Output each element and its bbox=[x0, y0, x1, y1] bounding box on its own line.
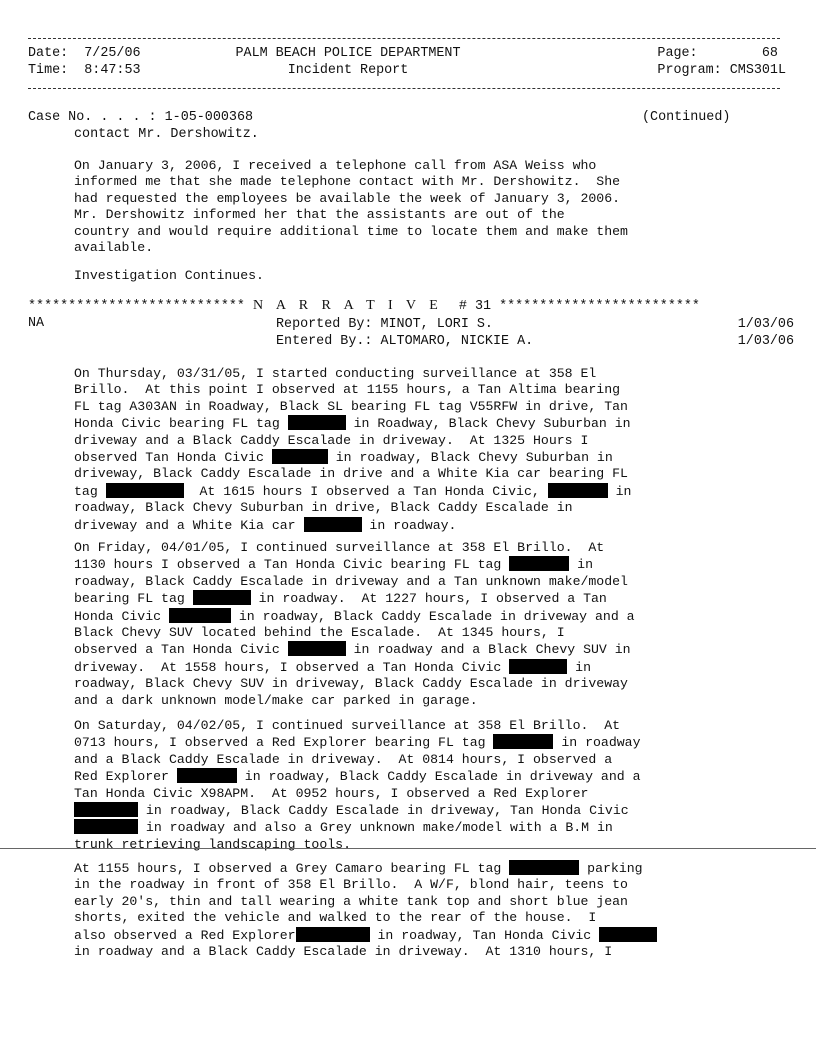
case-label: Case No. . . . : bbox=[28, 110, 157, 125]
reported-date: 1/03/06 bbox=[737, 317, 794, 332]
text-run: in roadway bbox=[553, 735, 641, 751]
text-run: observed a Tan Honda Civic bbox=[74, 642, 288, 658]
banner-stars-right: ************************* bbox=[499, 299, 700, 314]
text-run: in Roadway, Black Chevy Suburban in bbox=[345, 416, 631, 432]
report-header bbox=[28, 45, 786, 79]
text-line: Investigation Continues. bbox=[74, 268, 264, 283]
text-run: also observed a Red Explorer bbox=[74, 927, 296, 943]
date-label: Date: bbox=[28, 46, 69, 61]
carryover-line: contact Mr. Dershowitz. bbox=[74, 126, 259, 142]
redaction-block bbox=[193, 590, 251, 605]
text-run: in roadway, Black Caddy Escalade in driveway and a bbox=[230, 608, 635, 624]
text-run: in bbox=[569, 557, 594, 573]
case-number: 1-05-000368 bbox=[164, 110, 254, 125]
narrative-authors bbox=[276, 316, 533, 350]
text-line: country and would require additional time to locate them and make them bbox=[74, 223, 628, 239]
text-run: in bbox=[567, 659, 592, 675]
redaction-block bbox=[169, 608, 231, 623]
redaction-block bbox=[493, 734, 553, 749]
redaction-block bbox=[106, 483, 184, 498]
date-value: 7/25/06 bbox=[84, 46, 141, 61]
text-line bbox=[74, 641, 774, 658]
time-label: Time: bbox=[28, 63, 69, 78]
text-line: Black Chevy SUV located behind the Escalade. At 1345 hours, I bbox=[74, 625, 565, 641]
text-line: available. bbox=[74, 240, 154, 256]
text-line: Mr. Dershowitz informed her that the assistants are out of the bbox=[74, 207, 565, 223]
text-run: 1130 hours I observed a Tan Honda Civic bearing FL tag bbox=[74, 557, 510, 573]
redaction-block bbox=[296, 927, 370, 942]
text-line bbox=[74, 659, 774, 676]
redaction-block bbox=[288, 641, 346, 656]
redaction-block bbox=[509, 659, 567, 674]
text-line: Tan Honda Civic X98APM. At 0952 hours, I observed a Red Explorer bbox=[74, 785, 589, 801]
text-run: in roadway, Black Caddy Escalade in driveway and a bbox=[236, 769, 641, 785]
paragraph-friday bbox=[74, 540, 774, 709]
paragraph-asa-weiss bbox=[74, 158, 774, 256]
text-run: in roadway, Tan Honda Civic bbox=[369, 927, 600, 943]
narrative-number: # 31 bbox=[458, 299, 492, 314]
text-line bbox=[74, 415, 774, 432]
entered-by: Entered By.: ALTOMARO, NICKIE A. bbox=[276, 334, 534, 349]
investigation-continues bbox=[74, 268, 774, 284]
continued-label: (Continued) bbox=[642, 110, 731, 125]
redaction-block bbox=[288, 415, 346, 430]
redaction-block bbox=[177, 768, 237, 783]
redaction-block bbox=[272, 449, 328, 464]
text-line bbox=[74, 768, 774, 785]
header-top-rule bbox=[28, 38, 780, 39]
header-bottom-rule bbox=[28, 88, 780, 89]
banner-stars-left: *************************** bbox=[28, 299, 245, 314]
text-line: On Friday, 04/01/05, I continued surveillance at 358 El Brillo. At bbox=[74, 540, 605, 555]
narrative-dates bbox=[738, 316, 794, 350]
time-value: 8:47:53 bbox=[84, 63, 141, 78]
paragraph-camaro bbox=[74, 860, 774, 960]
redaction-block bbox=[74, 819, 138, 834]
narrative-banner bbox=[28, 298, 798, 314]
text-line: On January 3, 2006, I received a telephone call from ASA Weiss who bbox=[74, 158, 597, 173]
report-type: Incident Report bbox=[287, 63, 409, 78]
header-page-program bbox=[657, 45, 786, 79]
text-run: At 1155 hours, I observed a Grey Camaro bearing FL tag bbox=[74, 861, 510, 876]
case-block bbox=[28, 110, 788, 143]
text-line: trunk retrieving landscaping tools. bbox=[74, 836, 351, 852]
paragraph-saturday bbox=[74, 718, 774, 853]
text-run: At 1615 hours I observed a Tan Honda Civic, bbox=[183, 483, 548, 499]
text-line bbox=[74, 556, 774, 573]
text-line: roadway, Black Chevy SUV in driveway, Black Caddy Escalade in driveway bbox=[74, 676, 628, 692]
text-line: shorts, exited the vehicle and walked to the rear of the house. I bbox=[74, 910, 597, 926]
text-line: and a Black Caddy Escalade in driveway. At 0814 hours, I observed a bbox=[74, 751, 613, 767]
text-run: bearing FL tag bbox=[74, 591, 193, 607]
text-run: in roadway, Black Caddy Escalade in driveway, Tan Honda Civic bbox=[138, 803, 629, 819]
text-run: tag bbox=[74, 483, 106, 499]
text-line: On Saturday, 04/02/05, I continued surveillance at 358 El Brillo. At bbox=[74, 718, 621, 733]
text-line: driveway, Black Caddy Escalade in drive and a White Kia car bearing FL bbox=[74, 466, 628, 482]
text-line: driveway and a Black Caddy Escalade in driveway. At 1325 Hours I bbox=[74, 432, 589, 448]
redaction-block bbox=[599, 927, 657, 942]
text-line bbox=[74, 517, 774, 534]
page-number: 68 bbox=[761, 46, 778, 61]
text-line: early 20's, thin and tall wearing a white tank top and short blue jean bbox=[74, 893, 628, 909]
text-line bbox=[74, 608, 774, 625]
text-line bbox=[74, 819, 774, 836]
text-run: driveway and a White Kia car bbox=[74, 517, 304, 533]
text-run: Red Explorer bbox=[74, 769, 177, 785]
narrative-code: NA bbox=[28, 316, 45, 331]
text-run: driveway. At 1558 hours, I observed a Tan Honda Civic bbox=[74, 659, 510, 675]
text-run: 0713 hours, I observed a Red Explorer bearing FL tag bbox=[74, 735, 494, 751]
text-run: Honda Civic bearing FL tag bbox=[74, 416, 288, 432]
page-label: Page: bbox=[657, 46, 698, 61]
text-line: On Thursday, 03/31/05, I started conducting surveillance at 358 El bbox=[74, 366, 597, 381]
text-run: in roadway and also a Grey unknown make/model with a B.M in bbox=[138, 820, 613, 836]
text-run: observed Tan Honda Civic bbox=[74, 450, 272, 466]
redaction-block bbox=[304, 517, 362, 532]
scan-fold-line bbox=[0, 848, 816, 849]
text-line: had requested the employees be available the week of January 3, 2006. bbox=[74, 190, 621, 206]
redaction-block bbox=[509, 860, 579, 875]
text-run: in roadway. bbox=[361, 517, 457, 533]
narrative-title: N A R R A T I V E bbox=[253, 298, 443, 313]
text-line bbox=[74, 483, 774, 500]
entered-date: 1/03/06 bbox=[737, 334, 794, 349]
text-line: roadway, Black Caddy Escalade in driveway and a Tan unknown make/model bbox=[74, 573, 628, 589]
text-line: in roadway and a Black Caddy Escalade in driveway. At 1310 hours, I bbox=[74, 944, 613, 960]
text-line: informed me that she made telephone contact with Mr. Dershowitz. She bbox=[74, 174, 621, 190]
text-line: FL tag A303AN in Roadway, Black SL bearing FL tag V55RFW in drive, Tan bbox=[74, 398, 628, 414]
program-value: CMS301L bbox=[729, 63, 786, 78]
text-run: in bbox=[607, 483, 632, 499]
text-line bbox=[74, 734, 774, 751]
text-line: roadway, Black Chevy Suburban in drive, Black Caddy Escalade in bbox=[74, 500, 573, 516]
text-run: parking bbox=[579, 861, 643, 876]
text-line: Brillo. At this point I observed at 1155 hours, a Tan Altima bearing bbox=[74, 382, 621, 398]
program-label: Program: bbox=[657, 63, 722, 78]
paragraph-thursday bbox=[74, 366, 774, 534]
text-line bbox=[74, 860, 774, 877]
header-title bbox=[28, 45, 668, 79]
text-line bbox=[74, 927, 774, 944]
redaction-block bbox=[509, 556, 569, 571]
text-line: and a dark unknown model/make car parked in garage. bbox=[74, 692, 478, 708]
redaction-block bbox=[74, 802, 138, 817]
text-line bbox=[74, 590, 774, 607]
text-line: in the roadway in front of 358 El Brillo. A W/F, blond hair, teens to bbox=[74, 877, 628, 893]
reported-by: Reported By: MINOT, LORI S. bbox=[276, 317, 493, 332]
text-run: in roadway. At 1227 hours, I observed a Tan bbox=[250, 591, 607, 607]
redaction-block bbox=[548, 483, 608, 498]
text-run: Honda Civic bbox=[74, 608, 169, 624]
text-run: in roadway and a Black Chevy SUV in bbox=[345, 642, 631, 658]
text-run: in roadway, Black Chevy Suburban in bbox=[327, 450, 613, 466]
department-name: PALM BEACH POLICE DEPARTMENT bbox=[235, 46, 461, 61]
text-line bbox=[74, 802, 774, 819]
text-line bbox=[74, 449, 774, 466]
